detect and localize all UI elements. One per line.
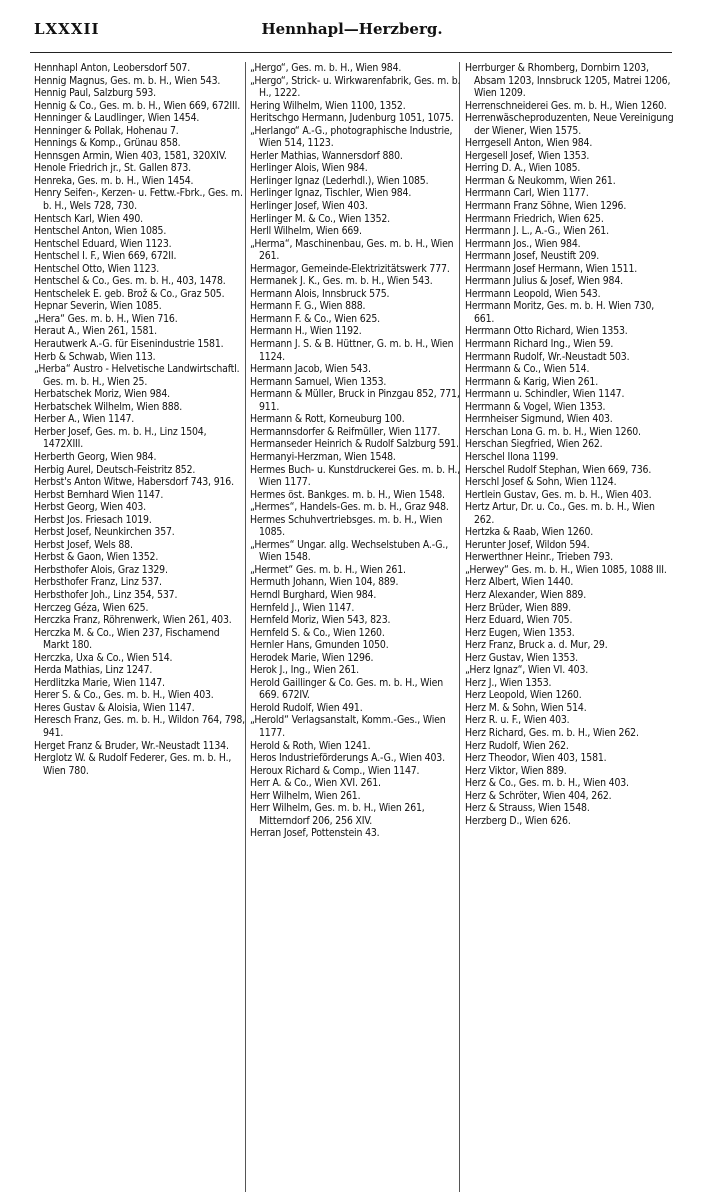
directory-entry: Hentschelek E. geb. Brož & Co., Graz 505.: [34, 287, 225, 300]
directory-entry: „Hera“ Ges. m. b. H., Wien 716.: [34, 312, 178, 325]
directory-entry: Herz M. & Sohn, Wien 514.: [465, 701, 587, 714]
directory-entry: Herczka, Uxa & Co., Wien 514.: [34, 651, 173, 664]
directory-entry: Hermanek J. K., Ges. m. b. H., Wien 543.: [250, 275, 433, 288]
directory-entry: Herbatschek Wilhelm, Wien 888.: [34, 400, 183, 413]
directory-entry: Herbsthofer Joh., Linz 354, 537.: [34, 588, 178, 601]
column-2: [250, 62, 462, 1194]
directory-entry: Herrmann u. Schindler, Wien 1147.: [465, 388, 625, 401]
directory-entry: Herget Franz & Bruder, Wr.-Neustadt 1134.: [34, 739, 229, 752]
directory-entry: Hering Wilhelm, Wien 1100, 1352.: [250, 99, 406, 112]
directory-entry: Herrmann Franz Söhne, Wien 1296.: [465, 200, 627, 213]
directory-entry: Herrmann & Co., Wien 514.: [465, 363, 590, 376]
directory-entry: Hermes öst. Bankges. m. b. H., Wien 1548.: [250, 488, 445, 501]
directory-entry: Hermann F. & Co., Wien 625.: [250, 312, 380, 325]
directory-entry: Herrman & Neukomm, Wien 261.: [465, 174, 616, 187]
directory-entry: Herz Eduard, Wien 705.: [465, 614, 573, 627]
directory-entry: Herold Gaillinger & Co. Ges. m. b. H., Wien 669. 672IV.: [250, 676, 443, 702]
directory-entry: Heroux Richard & Comp., Wien 1147.: [250, 764, 420, 777]
directory-entry: Herlinger Josef, Wien 403.: [250, 200, 368, 213]
column-3: [465, 62, 677, 1194]
column-1: [34, 62, 246, 1194]
directory-entry: Herrmann Josef Hermann, Wien 1511.: [465, 262, 638, 275]
directory-entry: Herschl Josef & Sohn, Wien 1124.: [465, 476, 617, 489]
directory-entry: Herlinger Alois, Wien 984.: [250, 162, 368, 175]
directory-entry: Hernfeld J., Wien 1147.: [250, 601, 355, 614]
directory-entry: Henninger & Laudlinger, Wien 1454.: [34, 112, 200, 125]
directory-entry: Herer S. & Co., Ges. m. b. H., Wien 403.: [34, 689, 214, 702]
directory-entry: Herautwerk A.-G. für Eisenindustrie 1581.: [34, 338, 224, 351]
directory-entry: Heritschgo Hermann, Judenburg 1051, 1075.: [250, 112, 454, 125]
directory-entry: Hermagor, Gemeinde-Elektrizitätswerk 777.: [250, 262, 450, 275]
directory-entry: „Herlango“ A.-G., photographische Industrie, Wien 514, 1123.: [250, 124, 453, 150]
directory-entry: Herunter Josef, Wildon 594.: [465, 538, 590, 551]
directory-entry: „Hergo“, Strick- u. Wirkwarenfabrik, Ges. m. b. H., 1222.: [250, 74, 461, 100]
directory-entry: Herrmann & Vogel, Wien 1353.: [465, 400, 606, 413]
directory-entry: Herrmann Julius & Josef, Wien 984.: [465, 275, 623, 288]
directory-entry: „Herz Ignaz“, Wien VI. 403.: [465, 664, 589, 677]
directory-entry: „Hermet“ Ges. m. b. H., Wien 261.: [250, 563, 406, 576]
directory-entry: Hentschel I. F., Wien 669, 672II.: [34, 250, 177, 263]
directory-entry: Herz Theodor, Wien 403, 1581.: [465, 752, 607, 765]
directory-entry: Herz Gustav, Wien 1353.: [465, 651, 578, 664]
directory-entry: Herberth Georg, Wien 984.: [34, 450, 157, 463]
directory-entry: Herrmann Jos., Wien 984.: [465, 237, 581, 250]
directory-entry: Herrenschneiderei Ges. m. b. H., Wien 1260.: [465, 99, 667, 112]
directory-entry: Henole Friedrich jr., St. Gallen 873.: [34, 162, 191, 175]
directory-entry: Hennings & Komp., Grünau 858.: [34, 137, 181, 150]
directory-entry: Herodek Marie, Wien 1296.: [250, 651, 374, 664]
directory-entry: „Hermes“ Ungar. allg. Wechselstuben A.-G., Wien 1548.: [250, 538, 449, 564]
directory-entry: Herschan Lona G. m. b. H., Wien 1260.: [465, 425, 641, 438]
directory-entry: Herrgesell Anton, Wien 984.: [465, 137, 593, 150]
directory-entry: „Herma“, Maschinenbau, Ges. m. b. H., Wien 261.: [250, 237, 454, 263]
directory-entry: Herndl Burghard, Wien 984.: [250, 588, 377, 601]
directory-entry: Herold & Roth, Wien 1241.: [250, 739, 371, 752]
directory-entry: Hennhapl Anton, Leobersdorf 507.: [34, 62, 191, 74]
directory-entry: Herschel Rudolf Stephan, Wien 669, 736.: [465, 463, 652, 476]
directory-entry: Hernler Hans, Gmunden 1050.: [250, 639, 389, 652]
directory-entry: Herbst Josef, Wels 88.: [34, 538, 133, 551]
directory-entry: Herrmann & Karig, Wien 261.: [465, 375, 599, 388]
directory-entry: Hentsch Karl, Wien 490.: [34, 212, 143, 225]
directory-entry: Herrmann Leopold, Wien 543.: [465, 287, 601, 300]
directory-entry: Herschan Siegfried, Wien 262.: [465, 438, 603, 451]
directory-entry: Herrmann Carl, Wien 1177.: [465, 187, 589, 200]
directory-entry: Herrmann Moritz, Ges. m. b. H. Wien 730, 661.: [465, 300, 655, 325]
directory-entry: Herwerthner Heinr., Trieben 793.: [465, 551, 614, 564]
directory-entry: Herschel Ilona 1199.: [465, 450, 559, 463]
directory-entry: Henninger & Pollak, Hohenau 7.: [34, 124, 179, 137]
directory-entry: Hermann F. G., Wien 888.: [250, 300, 366, 313]
directory-entry: Herz Viktor, Wien 889.: [465, 764, 567, 777]
directory-entry: Herz Franz, Bruck a. d. Mur, 29.: [465, 639, 608, 652]
directory-entry: Herbsthofer Franz, Linz 537.: [34, 576, 162, 589]
directory-entry: Herrnheiser Sigmund, Wien 403.: [465, 413, 613, 426]
page-number: LXXXII: [34, 20, 100, 38]
directory-entry: Herlinger Ignaz, Tischler, Wien 984.: [250, 187, 412, 200]
directory-entry: Herz & Schröter, Wien 404, 262.: [465, 789, 612, 802]
directory-entry: Herrmann Richard Ing., Wien 59.: [465, 338, 614, 351]
directory-entry: Hennig & Co., Ges. m. b. H., Wien 669, 672III.: [34, 99, 241, 112]
directory-entry: Henreka, Ges. m. b. H., Wien 1454.: [34, 174, 194, 187]
directory-entry: Hermanseder Heinrich & Rudolf Salzburg 591.: [250, 438, 459, 451]
directory-entry: Hermann Samuel, Wien 1353.: [250, 375, 387, 388]
directory-entry: Hermann & Rott, Korneuburg 100.: [250, 413, 405, 426]
directory-entry: Herz J., Wien 1353.: [465, 676, 552, 689]
directory-entry: Hermann Alois, Innsbruck 575.: [250, 287, 390, 300]
directory-entry: Hernfeld S. & Co., Wien 1260.: [250, 626, 385, 639]
page-title: Hennhapl—Herzberg.: [261, 20, 443, 38]
directory-entry: Herbst Jos. Friesach 1019.: [34, 513, 152, 526]
page-header: [34, 20, 670, 46]
directory-entry: Hermann & Müller, Bruck in Pinzgau 852, 771, 911.: [250, 388, 460, 413]
directory-entry: Hergesell Josef, Wien 1353.: [465, 149, 590, 162]
directory-entry: Heros Industrieförderungs A.-G., Wien 403.: [250, 752, 445, 765]
directory-entry: „Herba“ Austro - Helvetische Landwirtschaftl. Ges. m. b. H., Wien 25.: [34, 363, 240, 388]
directory-entry: Herok J., Ing., Wien 261.: [250, 664, 359, 677]
directory-entry: Herbst Georg, Wien 403.: [34, 501, 146, 514]
directory-entry: Herrmann J. L., A.-G., Wien 261.: [465, 225, 609, 238]
directory-entry: Hermuth Johann, Wien 104, 889.: [250, 576, 399, 589]
directory-entry: Herb & Schwab, Wien 113.: [34, 350, 156, 363]
directory-entry: Herdlitzka Marie, Wien 1147.: [34, 676, 165, 689]
directory-entry: Hernfeld Moriz, Wien 543, 823.: [250, 614, 391, 627]
directory-entry: Hennsgen Armin, Wien 403, 1581, 320XIV.: [34, 149, 227, 162]
directory-entry: Herda Mathias, Linz 1247.: [34, 664, 153, 677]
directory-entry: „Hermes“, Handels-Ges. m. b. H., Graz 948.: [250, 501, 449, 514]
directory-entry: Herold Rudolf, Wien 491.: [250, 701, 363, 714]
directory-entry: Hentschel Anton, Wien 1085.: [34, 225, 167, 238]
directory-entry: Herring D. A., Wien 1085.: [465, 162, 581, 175]
directory-entry: Herrburger & Rhomberg, Dornbirn 1203, Absam 1203, Innsbruck 1205, Matrei 1206, Wien 1209.: [465, 62, 671, 100]
directory-entry: Herbst Josef, Neunkirchen 357.: [34, 526, 175, 539]
directory-entry: Herrenwäscheproduzenten, Neue Vereinigung der Wiener, Wien 1575.: [465, 112, 674, 137]
directory-entry: „Herold“ Verlagsanstalt, Komm.-Ges., Wien 1177.: [250, 714, 446, 739]
directory-entry: Herbig Aurel, Deutsch-Feistritz 852.: [34, 463, 196, 476]
directory-entry: Herz Brüder, Wien 889.: [465, 601, 571, 614]
directory-entry: Hentschel Otto, Wien 1123.: [34, 262, 160, 275]
directory-entry: Hennig Magnus, Ges. m. b. H., Wien 543.: [34, 74, 221, 87]
directory-entry: Heresch Franz, Ges. m. b. H., Wildon 764, 798, 941.: [34, 714, 245, 739]
directory-entry: Herrmann Friedrich, Wien 625.: [465, 212, 604, 225]
directory-entry: Herrmann Josef, Neustift 209.: [465, 250, 600, 263]
directory-entry: Heraut A., Wien 261, 1581.: [34, 325, 157, 338]
directory-entry: Hermes Buch- u. Kunstdruckerei Ges. m. b. H., Wien 1177.: [250, 463, 461, 489]
directory-entry: Herrmann Otto Richard, Wien 1353.: [465, 325, 628, 338]
directory-entry: Hentschel & Co., Ges. m. b. H., 403, 1478.: [34, 275, 226, 288]
directory-entry: Hertlein Gustav, Ges. m. b. H., Wien 403.: [465, 488, 652, 501]
directory-entry: Hermes Schuhvertriebsges. m. b. H., Wien 1085.: [250, 513, 443, 539]
directory-entry: Herlinger Ignaz (Lederhdl.), Wien 1085.: [250, 174, 429, 187]
directory-entry: Hermann Jacob, Wien 543.: [250, 363, 371, 376]
directory-entry: Herz Rudolf, Wien 262.: [465, 739, 569, 752]
directory-entry: Hertz Artur, Dr. u. Co., Ges. m. b. H., Wien 262.: [465, 501, 655, 526]
directory-entry: Herz Leopold, Wien 1260.: [465, 689, 582, 702]
directory-entry: Herbatschek Moriz, Wien 984.: [34, 388, 170, 401]
directory-entry: Herzberg D., Wien 626.: [465, 814, 571, 827]
directory-entry: Herbsthofer Alois, Graz 1329.: [34, 563, 168, 576]
directory-entry: Herr Wilhelm, Wien 261.: [250, 789, 361, 802]
directory-entry: Herber Josef, Ges. m. b. H., Linz 1504, 1472XIII.: [34, 425, 207, 451]
directory-entry: Herll Wilhelm, Wien 669.: [250, 225, 362, 238]
header-rule: [30, 52, 672, 53]
directory-entry: Hermann J. S. & B. Hüttner, G. m. b. H., Wien 1124.: [250, 338, 454, 363]
directory-entry: Herz & Strauss, Wien 1548.: [465, 802, 590, 815]
directory-entry: Herz & Co., Ges. m. b. H., Wien 403.: [465, 777, 629, 790]
directory-entry: Herz Alexander, Wien 889.: [465, 588, 587, 601]
directory-entry: Herz R. u. F., Wien 403.: [465, 714, 570, 727]
directory-entry: Hertzka & Raab, Wien 1260.: [465, 526, 594, 539]
directory-entry: „Herwey“ Ges. m. b. H., Wien 1085, 1088 III.: [465, 563, 667, 576]
directory-entry: Herz Richard, Ges. m. b. H., Wien 262.: [465, 726, 639, 739]
directory-entry: Hermanyi-Herzman, Wien 1548.: [250, 450, 396, 463]
directory-entry: Herbst's Anton Witwe, Habersdorf 743, 916.: [34, 476, 234, 489]
directory-entry: Herran Josef, Pottenstein 43.: [250, 827, 380, 840]
directory-entry: Herr A. & Co., Wien XVI. 261.: [250, 777, 381, 790]
directory-entry: „Hergo“, Ges. m. b. H., Wien 984.: [250, 62, 402, 74]
directory-entry: Hepnar Severin, Wien 1085.: [34, 300, 162, 313]
directory-entry: Herber A., Wien 1147.: [34, 413, 135, 426]
directory-entry: Herlinger M. & Co., Wien 1352.: [250, 212, 390, 225]
directory-entry: Herglotz W. & Rudolf Federer, Ges. m. b. H., Wien 780.: [34, 752, 232, 777]
directory-entry: Heres Gustav & Aloisia, Wien 1147.: [34, 701, 195, 714]
directory-entry: Henry Seifen-, Kerzen- u. Fettw.-Fbrk., Ges. m. b. H., Wels 728, 730.: [34, 187, 243, 213]
directory-entry: Herbst & Gaon, Wien 1352.: [34, 551, 159, 564]
directory-entry: Hermann H., Wien 1192.: [250, 325, 362, 338]
directory-entry: Herler Mathias, Wannersdorf 880.: [250, 149, 403, 162]
directory-entry: Herczka Franz, Röhrenwerk, Wien 261, 403.: [34, 614, 232, 627]
directory-entry: Herrmann Rudolf, Wr.-Neustadt 503.: [465, 350, 630, 363]
directory-entry: Hermannsdorfer & Reifmüller, Wien 1177.: [250, 425, 441, 438]
directory-entry: Hennig Paul, Salzburg 593.: [34, 87, 156, 100]
directory-entry: Herczeg Géza, Wien 625.: [34, 601, 149, 614]
directory-entry: Herz Albert, Wien 1440.: [465, 576, 574, 589]
directory-entry: Herr Wilhelm, Ges. m. b. H., Wien 261, Mitterndorf 206, 256 XIV.: [250, 802, 425, 827]
directory-entry: Herczka M. & Co., Wien 237, Fischamend Markt 180.: [34, 626, 220, 652]
directory-entry: Herbst Bernhard Wien 1147.: [34, 488, 164, 501]
directory-entry: Herz Eugen, Wien 1353.: [465, 626, 575, 639]
directory-entry: Hentschel Eduard, Wien 1123.: [34, 237, 172, 250]
